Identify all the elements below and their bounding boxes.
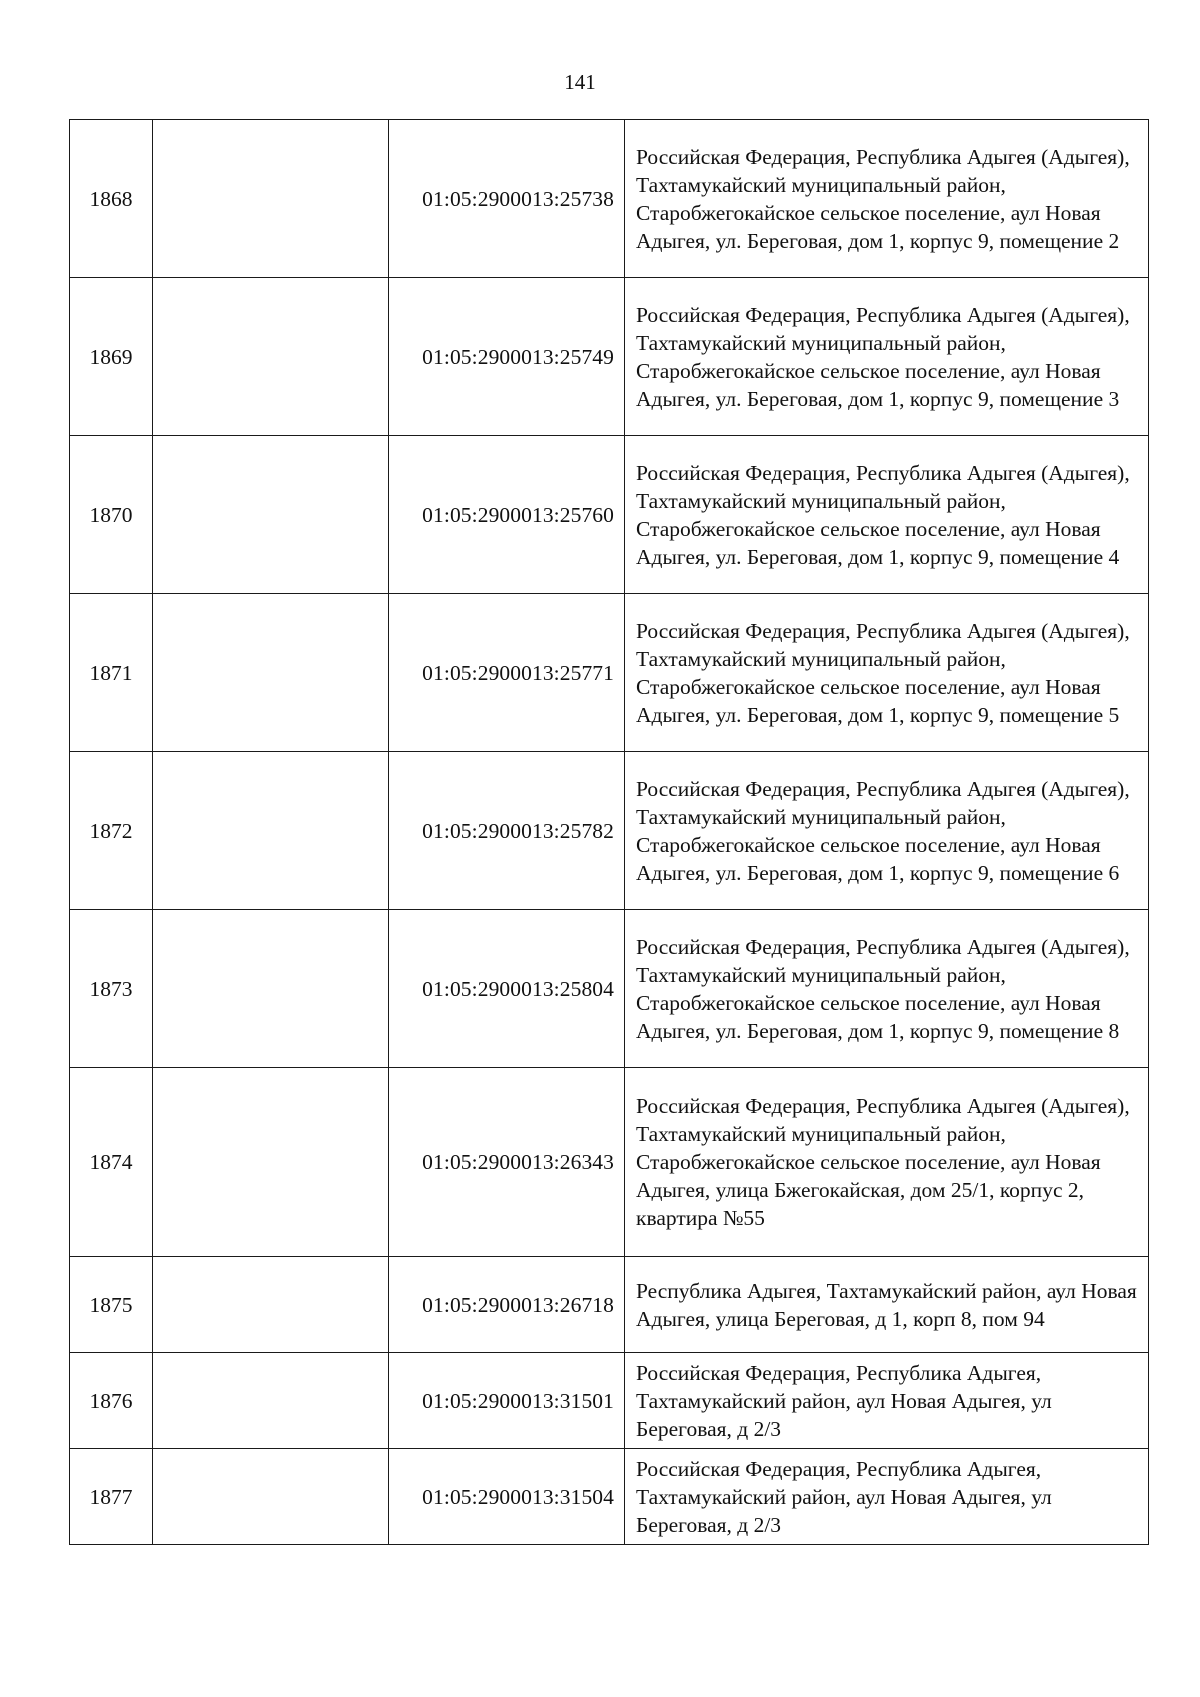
- address-cell: Российская Федерация, Республика Адыгея (Адыгея), Тахтамукайский муниципальный район, Старобжегокайское сельское поселение, аул Новая Адыгея, ул. Береговая, дом 1, корпус 9, помещение 2: [625, 120, 1149, 278]
- page-number: 141: [564, 70, 596, 94]
- owner-cell: [153, 120, 389, 278]
- address-cell: Российская Федерация, Республика Адыгея (Адыгея), Тахтамукайский муниципальный район, Старобжегокайское сельское поселение, аул Новая Адыгея, ул. Береговая, дом 1, корпус 9, помещение 5: [625, 594, 1149, 752]
- row-number: 1873: [70, 910, 153, 1068]
- row-number: 1871: [70, 594, 153, 752]
- row-number: 1874: [70, 1068, 153, 1257]
- cadastral-number: 01:05:2900013:25749: [389, 278, 625, 436]
- row-number: 1876: [70, 1353, 153, 1449]
- table-row: [70, 1257, 1149, 1353]
- address-cell: Российская Федерация, Республика Адыгея, Тахтамукайский район, аул Новая Адыгея, ул Береговая, д 2/3: [625, 1449, 1149, 1545]
- cadastral-number: 01:05:2900013:25804: [389, 910, 625, 1068]
- owner-cell: [153, 752, 389, 910]
- table-row: [70, 910, 1149, 1068]
- owner-cell: [153, 278, 389, 436]
- row-number: 1877: [70, 1449, 153, 1545]
- cadastral-number: 01:05:2900013:31504: [389, 1449, 625, 1545]
- owner-cell: [153, 1449, 389, 1545]
- owner-cell: [153, 436, 389, 594]
- table-row: [70, 278, 1149, 436]
- owner-cell: [153, 1257, 389, 1353]
- table-row: [70, 594, 1149, 752]
- cadastral-number: 01:05:2900013:25738: [389, 120, 625, 278]
- cadastral-number: 01:05:2900013:31501: [389, 1353, 625, 1449]
- registry-table: [69, 119, 1149, 1545]
- owner-cell: [153, 594, 389, 752]
- table-row: [70, 1068, 1149, 1257]
- cadastral-number: 01:05:2900013:26718: [389, 1257, 625, 1353]
- row-number: 1869: [70, 278, 153, 436]
- owner-cell: [153, 910, 389, 1068]
- owner-cell: [153, 1068, 389, 1257]
- table-row: [70, 120, 1149, 278]
- cadastral-number: 01:05:2900013:25760: [389, 436, 625, 594]
- row-number: 1868: [70, 120, 153, 278]
- row-number: 1872: [70, 752, 153, 910]
- table-row: [70, 436, 1149, 594]
- table-row: [70, 1449, 1149, 1545]
- table-row: [70, 752, 1149, 910]
- cadastral-number: 01:05:2900013:26343: [389, 1068, 625, 1257]
- address-cell: Российская Федерация, Республика Адыгея (Адыгея), Тахтамукайский муниципальный район, Старобжегокайское сельское поселение, аул Новая Адыгея, ул. Береговая, дом 1, корпус 9, помещение 6: [625, 752, 1149, 910]
- row-number: 1870: [70, 436, 153, 594]
- owner-cell: [153, 1353, 389, 1449]
- address-cell: Российская Федерация, Республика Адыгея (Адыгея), Тахтамукайский муниципальный район, Старобжегокайское сельское поселение, аул Новая Адыгея, ул. Береговая, дом 1, корпус 9, помещение 4: [625, 436, 1149, 594]
- address-cell: Российская Федерация, Республика Адыгея (Адыгея), Тахтамукайский муниципальный район, Старобжегокайское сельское поселение, аул Новая Адыгея, улица Бжегокайская, дом 25/1, корпус 2, квартира №55: [625, 1068, 1149, 1257]
- cadastral-number: 01:05:2900013:25771: [389, 594, 625, 752]
- table-row: [70, 1353, 1149, 1449]
- row-number: 1875: [70, 1257, 153, 1353]
- address-cell: Российская Федерация, Республика Адыгея, Тахтамукайский район, аул Новая Адыгея, ул Береговая, д 2/3: [625, 1353, 1149, 1449]
- address-cell: Республика Адыгея, Тахтамукайский район, аул Новая Адыгея, улица Береговая, д 1, корп 8, пом 94: [625, 1257, 1149, 1353]
- cadastral-number: 01:05:2900013:25782: [389, 752, 625, 910]
- address-cell: Российская Федерация, Республика Адыгея (Адыгея), Тахтамукайский муниципальный район, Старобжегокайское сельское поселение, аул Новая Адыгея, ул. Береговая, дом 1, корпус 9, помещение 3: [625, 278, 1149, 436]
- address-cell: Российская Федерация, Республика Адыгея (Адыгея), Тахтамукайский муниципальный район, Старобжегокайское сельское поселение, аул Новая Адыгея, ул. Береговая, дом 1, корпус 9, помещение 8: [625, 910, 1149, 1068]
